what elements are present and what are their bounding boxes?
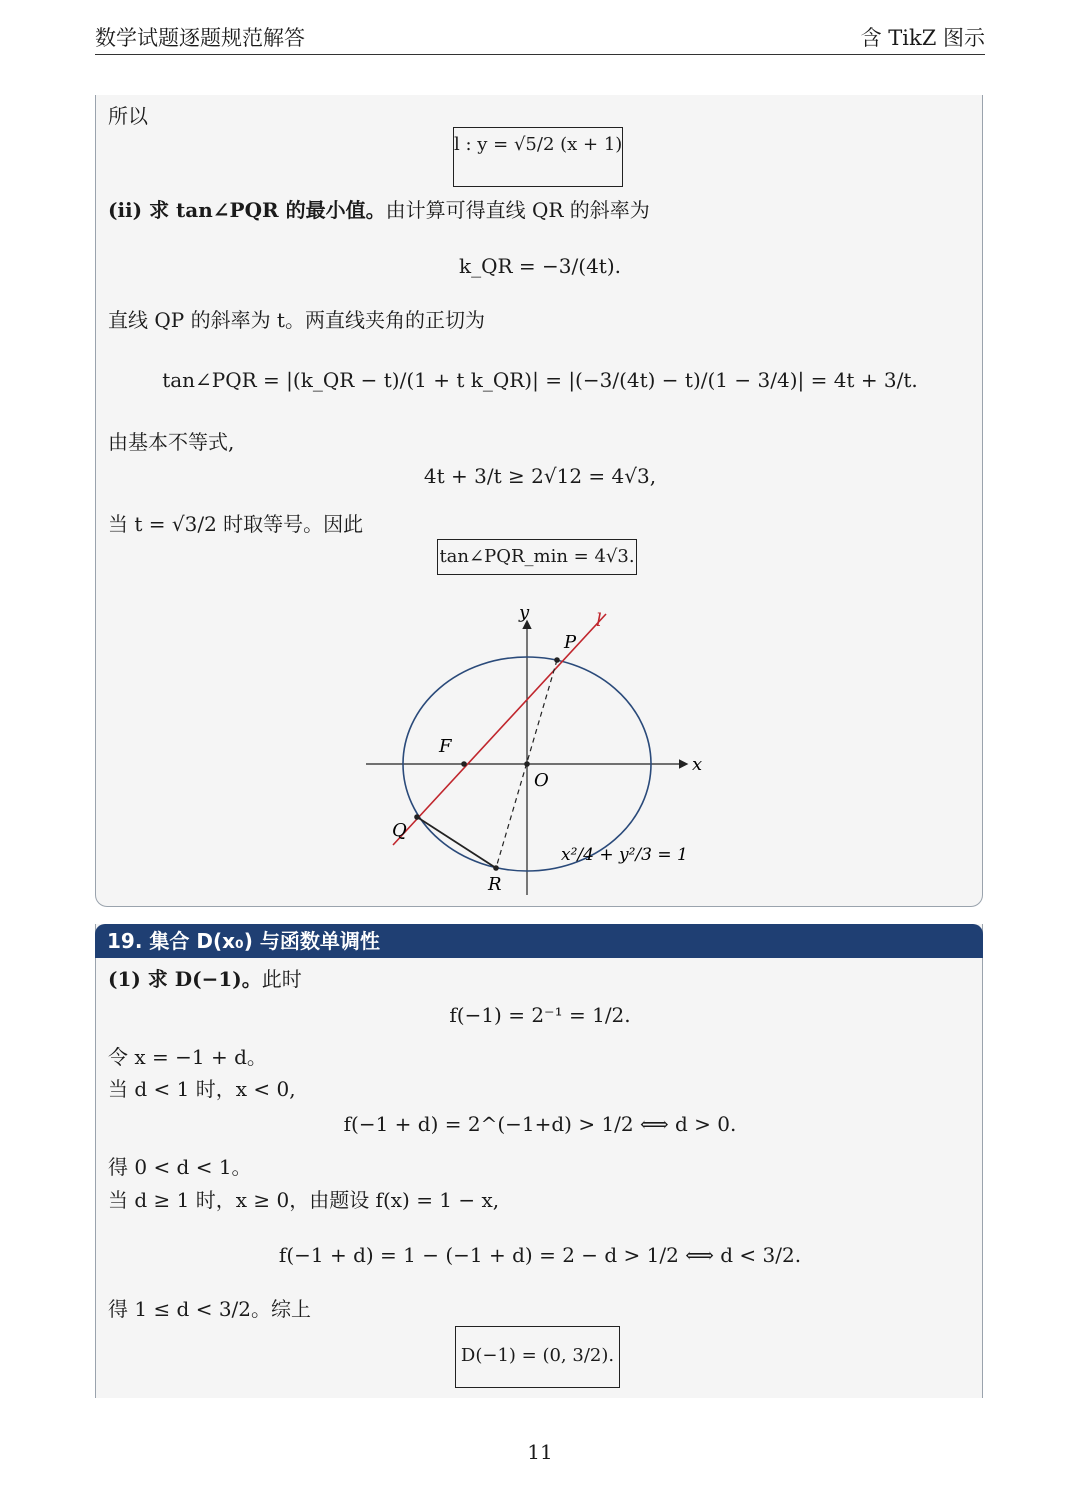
page-header [95, 22, 985, 55]
q19-part1-bold: (1) 求 D(−1)。 [108, 967, 262, 991]
case2-equation: f(−1 + d) = 1 − (−1 + d) = 2 − d > 1/2 ⟺ d < 3/2. [278, 1243, 802, 1267]
question-19-title: 19. 集合 D(x₀) 与函数单调性 [95, 924, 983, 958]
final-answer-box [455, 1326, 620, 1388]
result1-text: 得 0 < d < 1。 [108, 1155, 252, 1179]
point-f [461, 761, 467, 767]
label-o: O [534, 770, 549, 791]
part-ii-heading-rest: 由计算可得直线 QR 的斜率为 [385, 198, 650, 222]
part-ii-heading-bold: (ii) 求 tan∠PQR 的最小值。 [108, 198, 386, 222]
point-r [493, 865, 499, 871]
kqr-equation: k_QR = −3/(4t). [459, 254, 621, 278]
q19-part1-rest: 此时 [261, 967, 302, 991]
min-value-equation: tan∠PQR_min = 4√3. [439, 546, 635, 567]
result2-text: 得 1 ≤ d < 3/2。综上 [108, 1297, 312, 1321]
final-answer: D(−1) = (0, 3/2). [460, 1345, 615, 1366]
inequality-text: 由基本不等式, [108, 430, 235, 454]
case1-text: 当 d < 1 时，x < 0, [108, 1077, 296, 1101]
label-y: y [519, 602, 530, 623]
f-minus-one-equation: f(−1) = 2⁻¹ = 1/2. [449, 1003, 631, 1027]
point-q [414, 814, 420, 820]
so-text: 所以 [108, 104, 148, 128]
header-left: 数学试题逐题规范解答 [95, 26, 305, 50]
label-q: Q [392, 820, 407, 841]
label-f: F [439, 736, 452, 757]
label-l: l [596, 610, 602, 631]
qp-slope-text: 直线 QP 的斜率为 t。两直线夹角的正切为 [108, 308, 485, 332]
min-value-box [437, 539, 637, 575]
point-o [524, 761, 530, 767]
case1-equation: f(−1 + d) = 2^(−1+d) > 1/2 ⟺ d > 0. [343, 1112, 737, 1136]
label-r: R [488, 874, 502, 895]
ellipse-figure [356, 600, 716, 900]
line-l-equation: l : y = √5/2 (x + 1) [454, 134, 623, 155]
q19-part1-heading [108, 966, 302, 992]
solution-box-continued [95, 95, 983, 907]
tan-equation: tan∠PQR = |(k_QR − t)/(1 + t k_QR)| = |(−3/(4t) − t)/(1 − 3/4)| = 4t + 3/t. [162, 368, 918, 392]
case2-text: 当 d ≥ 1 时，x ≥ 0，由题设 f(x) = 1 − x, [108, 1188, 500, 1212]
page-number: 11 [527, 1440, 553, 1464]
segment-qr [417, 817, 496, 868]
ellipse-equation: x²/4 + y²/3 = 1 [561, 845, 688, 865]
let-text: 令 x = −1 + d。 [108, 1045, 267, 1069]
question-19-box [95, 924, 983, 1398]
equality-condition-text: 当 t = √3/2 时取等号。因此 [108, 512, 364, 536]
label-x: x [692, 754, 703, 775]
inequality-equation: 4t + 3/t ≥ 2√12 = 4√3, [423, 464, 657, 488]
part-ii-heading [108, 197, 650, 223]
line-l-box [453, 127, 623, 187]
point-p [554, 657, 560, 663]
header-right: 含 TikZ 图示 [860, 26, 985, 50]
label-p: P [564, 632, 577, 653]
